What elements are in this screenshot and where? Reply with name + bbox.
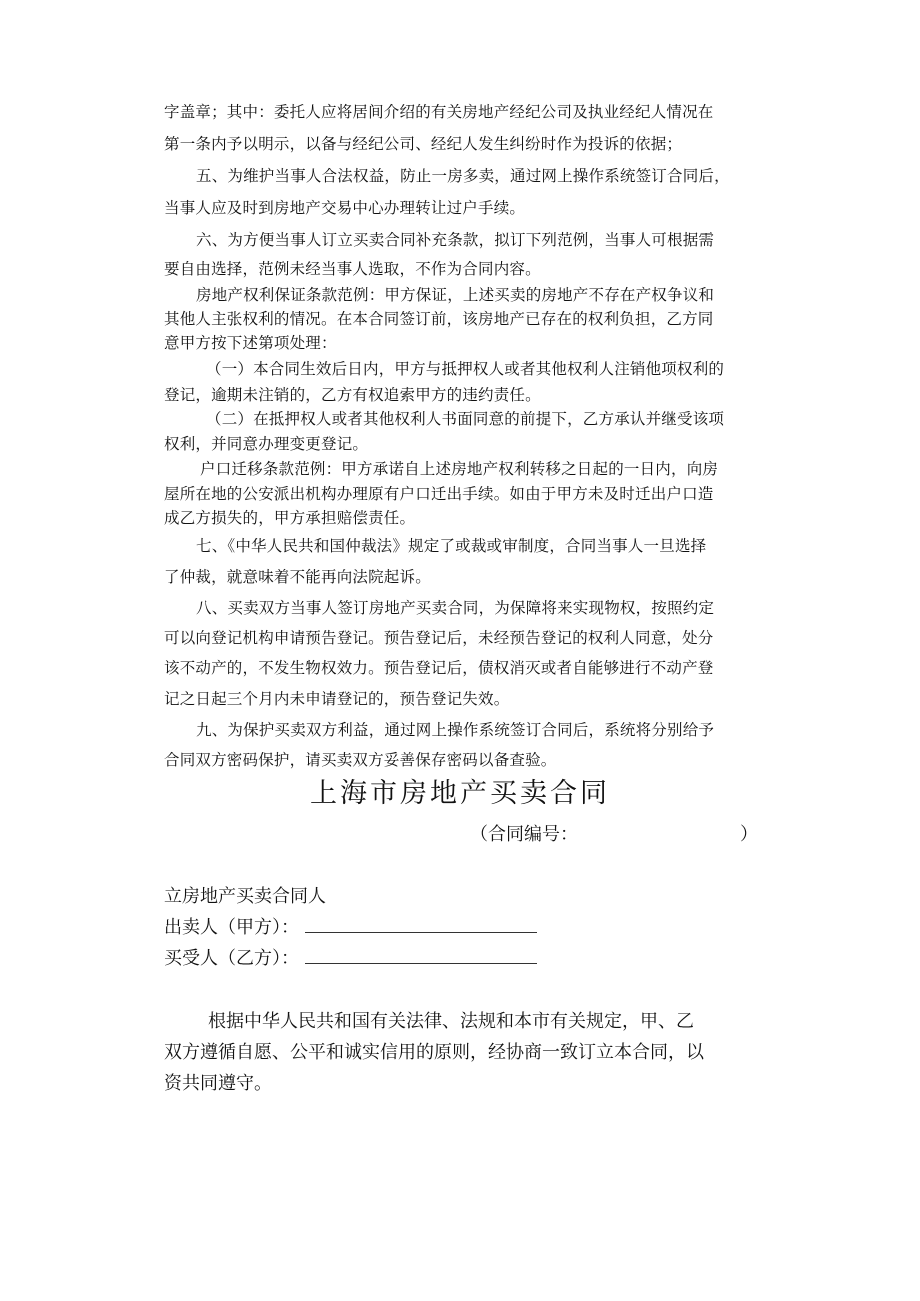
note-line: 权利，并同意办理变更登记。 bbox=[164, 435, 369, 453]
note-line: 该不动产的，不发生物权效力。预告登记后，债权消灭或者自能够进行不动产登 bbox=[164, 659, 714, 677]
note-line: 当事人应及时到房地产交易中心办理转让过户手续。 bbox=[164, 199, 526, 217]
note-line: 第一条内予以明示，以备与经纪公司、经纪人发生纠纷时作为投诉的依据； bbox=[164, 135, 683, 153]
buyer-row bbox=[164, 947, 537, 971]
note-line: 可以向登记机构申请预告登记。预告登记后，未经预告登记的权利人同意，处分 bbox=[164, 629, 714, 647]
note-line: 登记，逾期未注销的，乙方有权追索甲方的违约责任。 bbox=[164, 386, 541, 404]
note-line: 成乙方损失的，甲方承担赔偿责任。 bbox=[164, 509, 416, 527]
preamble-line: 根据中华人民共和国有关法律、法规和本市有关规定，甲、乙 bbox=[208, 1011, 694, 1032]
note-item-eight: 八、买卖双方当事人签订房地产买卖合同，为保障将来实现物权，按照约定 bbox=[196, 599, 715, 617]
seller-blank bbox=[305, 916, 537, 933]
example-option-one: （一）本合同生效后日内，甲方与抵押权人或者其他权利人注销他项权利的 bbox=[206, 360, 725, 378]
note-line: 其他人主张权利的情况。在本合同签订前，该房地产已存在的权利负担，乙方同 bbox=[164, 310, 714, 328]
note-line: 字盖章；其中：委托人应将居间介绍的有关房地产经纪公司及执业经纪人情况在 bbox=[164, 103, 714, 121]
buyer-blank bbox=[305, 947, 537, 964]
note-line: 记之日起三个月内未申请登记的，预告登记失效。 bbox=[164, 690, 510, 708]
example-household-registration: 户口迁移条款范例：甲方承诺自上述房地产权利转移之日起的一日内，向房 bbox=[200, 460, 719, 478]
note-item-five: 五、为维护当事人合法权益，防止一房多卖，通过网上操作系统签订合同后， bbox=[196, 167, 730, 185]
contract-title: 上海市房地产买卖合同 bbox=[310, 778, 610, 809]
contract-number bbox=[470, 823, 578, 847]
preamble-line: 双方遵循自愿、公平和诚实信用的原则，经协商一致订立本合同，以 bbox=[164, 1042, 704, 1063]
seller-row bbox=[164, 916, 537, 940]
note-line: 意甲方按下述第项处理： bbox=[164, 334, 337, 352]
note-item-six: 六、为方便当事人订立买卖合同补充条款，拟订下列范例，当事人可根据需 bbox=[196, 231, 715, 249]
buyer-label: 买受人（乙方）： bbox=[164, 948, 299, 969]
contract-number-label: （合同编号： bbox=[470, 824, 578, 845]
parties-heading: 立房地产买卖合同人 bbox=[164, 886, 326, 907]
example-property-rights: 房地产权利保证条款范例：甲方保证，上述买卖的房地产不存在产权争议和 bbox=[196, 286, 715, 304]
contract-number-close: ） bbox=[740, 824, 758, 845]
seller-label: 出卖人（甲方）： bbox=[164, 917, 299, 938]
preamble-line: 资共同遵守。 bbox=[164, 1073, 272, 1094]
note-item-seven: 七、《中华人民共和国仲裁法》规定了或裁或审制度，合同当事人一旦选择 bbox=[196, 537, 707, 555]
note-line: 了仲裁，就意味着不能再向法院起诉。 bbox=[164, 568, 431, 586]
note-item-nine: 九、为保护买卖双方利益，通过网上操作系统签订合同后，系统将分别给予 bbox=[196, 721, 715, 739]
note-line: 合同双方密码保护，请买卖双方妥善保存密码以备查验。 bbox=[164, 751, 557, 769]
note-line: 屋所在地的公安派出机构办理原有户口迁出手续。如由于甲方未及时迁出户口造 bbox=[164, 485, 714, 503]
example-option-two: （二）在抵押权人或者其他权利人书面同意的前提下，乙方承认并继受该项 bbox=[206, 410, 725, 428]
note-line: 要自由选择，范例未经当事人选取，不作为合同内容。 bbox=[164, 260, 541, 278]
